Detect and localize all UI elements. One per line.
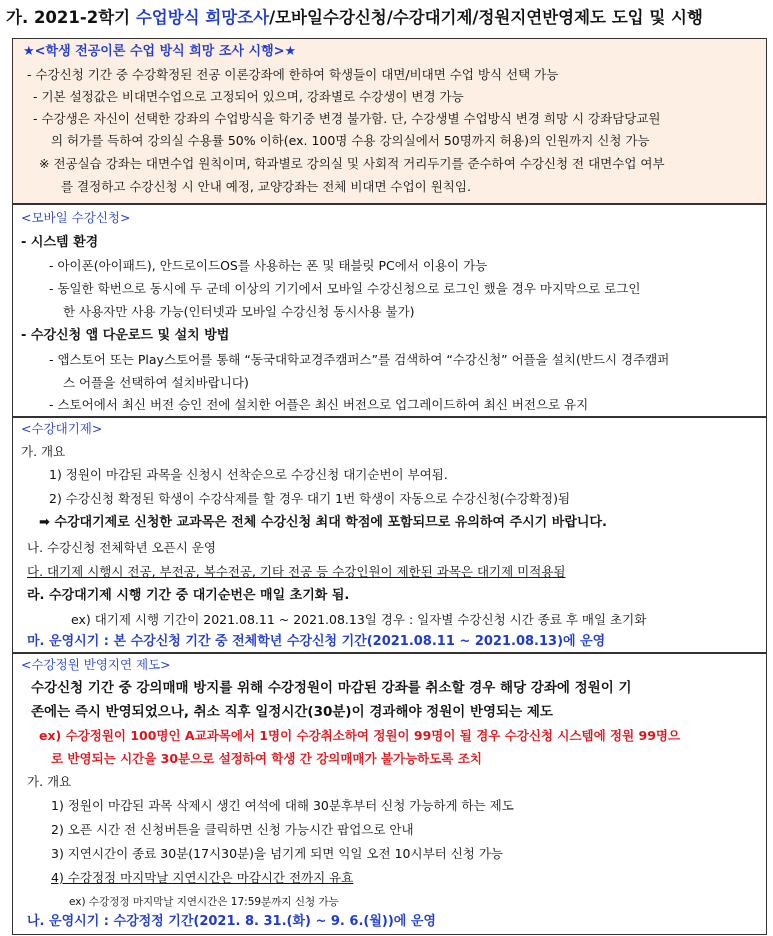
delay-section [12,653,767,935]
survey-line: - 수강생은 자신이 선택한 강좌의 수업방식을 학기중 변경 불가함. 단, 수강생별 수업방식 변경 희망 시 강좌담당교원 [33,111,661,126]
mobile-line: 스 어플을 선택하여 설치바랍니다) [63,375,249,390]
survey-header: ★<학생 전공이론 수업 방식 희망 조사 시행>★ [23,44,297,59]
delay-item-example: ex) 수강정정 마지막날 지연시간은 17:59분까지 신청 가능 [69,896,339,908]
mobile-line: - 앱스토어 또는 Play스토어를 통해 “동국대학교경주캠퍼스”를 검색하여 “수강신청” 어플을 설치(반드시 경주캠퍼 [49,352,670,367]
delay-example: ex) 수강정원이 100명인 A교과목에서 1명이 수강취소하여 정원이 99명이 될 경우 수강신청 시스템에 정원 99명으 [39,728,681,743]
delay-overview: 가. 개요 [27,774,72,789]
survey-note: 를 결정하고 수강신청 시 안내 예정, 교양강좌는 전체 비대면 수업이 원칙임. [61,179,471,194]
delay-item: 1) 정원이 마감된 과목 삭제시 생긴 여석에 대해 30분후부터 신청 가능하게 하는 제도 [51,798,514,813]
mobile-section [12,204,767,417]
delay-item: 2) 오픈 시간 전 신청버튼을 클릭하면 신청 가능시간 팝업으로 안내 [51,822,414,837]
delay-header: <수강정원 반영지연 제도> [21,657,171,672]
title-highlight: 수업방식 희망조사 [135,8,270,27]
system-env-heading: - 시스템 환경 [21,235,99,250]
delay-item: 4) 수강정정 마지막날 지연시간은 마감시간 전까지 유효 [51,870,354,885]
waitlist-item: 1) 정원이 마감된 과목을 신청시 선착순으로 수강신청 대기순번이 부여됨. [49,467,448,482]
app-install-heading: - 수강신청 앱 다운로드 및 설치 방법 [21,328,230,343]
mobile-line: 한 사용자만 사용 가능(인터넷과 모바일 수강신청 동시사용 불가) [63,304,415,319]
survey-section [12,38,767,204]
delay-item: 3) 지연시간이 종료 30분(17시30분)을 넘기게 되면 익일 오전 10시부터 신청 가능 [51,846,503,861]
waitlist-section [12,417,767,653]
waitlist-header: <수강대기제> [21,421,103,436]
waitlist-overview: 가. 개요 [21,444,66,459]
title-prefix: 가. 2021-2학기 [6,8,136,27]
delay-desc: 수강신청 기간 중 강의매매 방지를 위해 수강정원이 마감된 강좌를 취소할 경우 해당 강좌에 정원이 기 [31,680,632,696]
waitlist-example: ex) 대기제 시행 기간이 2021.08.11 ~ 2021.08.13일 경우 : 일자별 수강신청 시간 종료 후 매일 초기화 [71,612,647,627]
waitlist-item: 2) 수강신청 확정된 학생이 수강삭제를 할 경우 대기 1번 학생이 자동으로 수강신청(수강확정)됨 [49,491,571,506]
page-title [6,3,766,33]
survey-line: - 수강신청 기간 중 수강확정된 전공 이론강좌에 한하여 학생들이 대면/비대면 수업 방식 선택 가능 [27,67,559,82]
delay-desc: 존에는 즉시 반영되었으나, 취소 직후 일정시간(30분)이 경과해야 정원이 반영되는 제도 [31,704,553,720]
delay-example: 로 반영되는 시간을 30분으로 설정하여 학생 간 강의매매가 불가능하도록 조치 [51,751,482,766]
survey-note: ※ 전공실습 강좌는 대면수업 원칙이며, 학과별로 강의실 및 사회적 거리두기를 준수하여 수강신청 전 대면수업 여부 [39,156,665,171]
waitlist-notice: ➡ 수강대기제로 신청한 교과목은 전체 수강신청 최대 학점에 포함되므로 유의하여 주시기 바랍니다. [39,515,607,530]
mobile-line: - 스토어에서 최신 버전 승인 전에 설치한 어플은 최신 버전으로 업그레이드하여 최신 버전으로 유지 [49,397,589,412]
title-suffix: /모바일수강신청/수강대기제/정원지연반영제도 도입 및 시행 [269,8,703,27]
waitlist-period: 마. 운영시기 : 본 수강신청 기간 중 전체학년 수강신청 기간(2021.08.11 ~ 2021.08.13)에 운영 [27,634,606,649]
mobile-line: - 동일한 학번으로 동시에 두 군데 이상의 기기에서 모바일 수강신청으로 로그인 했을 경우 마지막으로 로그인 [49,281,641,296]
mobile-header: <모바일 수강신청> [21,210,131,225]
delay-period: 나. 운영시기 : 수강정정 기간(2021. 8. 31.(화) ~ 9. 6.(월))에 운영 [27,914,436,929]
survey-line: - 기본 설정값은 비대면수업으로 고정되어 있으며, 강좌별로 수강생이 변경 가능 [33,89,464,104]
survey-line: 의 허가를 득하여 강의실 수용률 50% 이하(ex. 100명 수용 강의실에서 50명까지 허용)의 인원까지 신청 가능 [51,133,650,148]
mobile-line: - 아이폰(아이패드), 안드로이드OS를 사용하는 폰 및 태블릿 PC에서 이용이 가능 [49,258,488,273]
waitlist-na: 나. 수강신청 전체학년 오픈시 운영 [27,540,216,555]
waitlist-ra: 라. 수강대기제 시행 기간 중 대기순번은 매일 초기화 됨. [27,588,350,603]
waitlist-da: 다. 대기제 시행시 전공, 부전공, 복수전공, 기타 전공 등 수강인원이 제한된 과목은 대기제 미적용됨 [27,564,566,579]
